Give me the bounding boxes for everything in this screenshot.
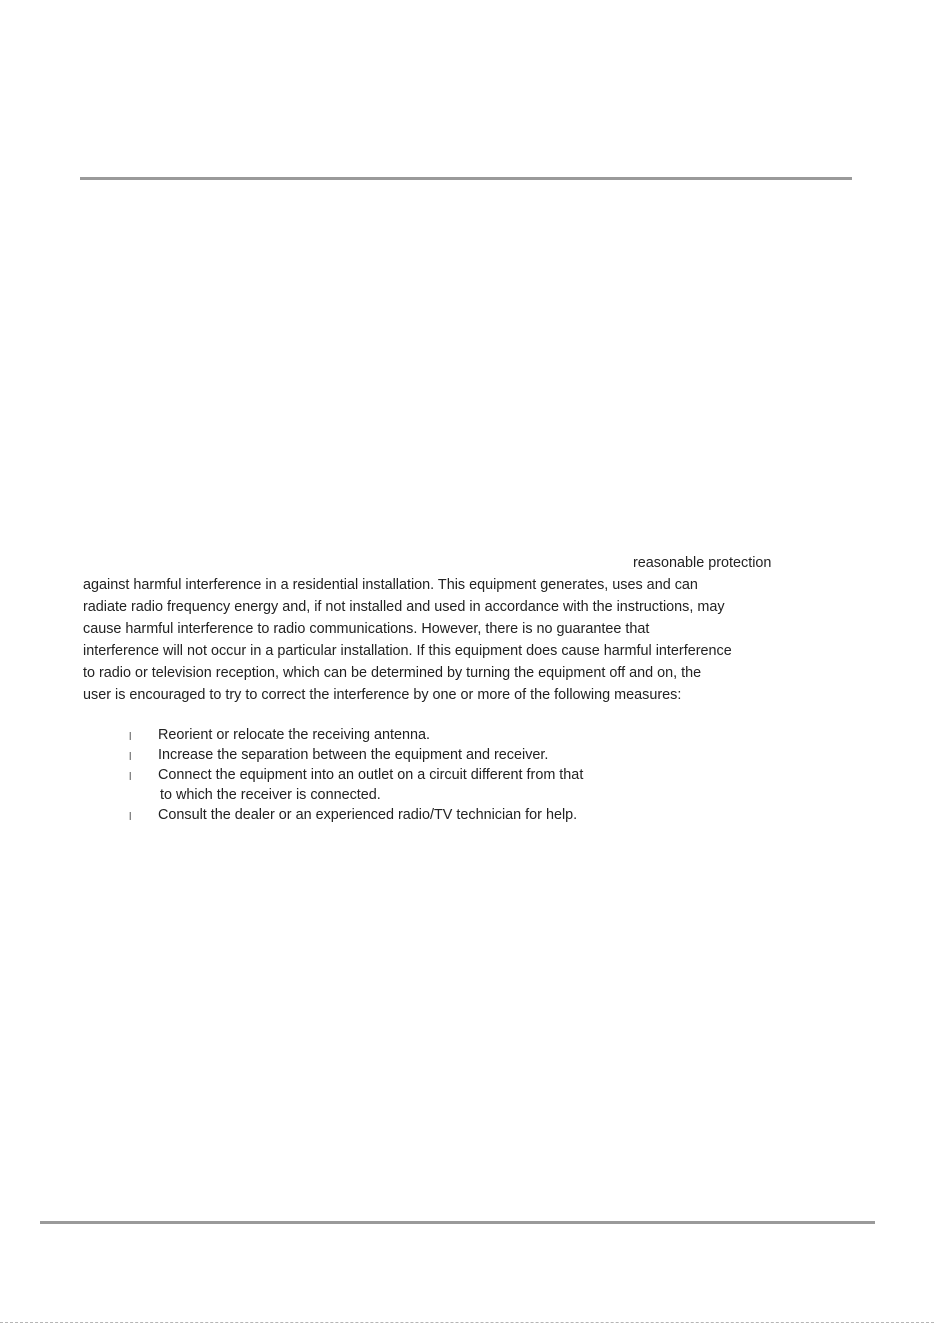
- list-item: [125, 725, 825, 745]
- measure-text: Increase the separation between the equipment and receiver.: [158, 747, 549, 763]
- notice-line: against harmful interference in a residential installation. This equipment generates, uses and can: [83, 577, 698, 593]
- bullet-icon: l: [129, 731, 132, 743]
- list-item: [125, 745, 825, 765]
- bullet-icon: l: [129, 811, 132, 823]
- notice-line: reasonable protection: [633, 555, 772, 571]
- top-divider: [80, 177, 852, 180]
- list-item: [125, 765, 825, 805]
- notice-line: radiate radio frequency energy and, if not installed and used in accordance with the instructions, may: [83, 599, 725, 615]
- notice-line: to radio or television reception, which can be determined by turning the equipment off and on, the: [83, 665, 702, 681]
- measure-text: Reorient or relocate the receiving antenna.: [158, 727, 430, 743]
- page-edge-dashed-line: [0, 1322, 934, 1323]
- list-item: [125, 805, 825, 825]
- measure-text-continuation: to which the receiver is connected.: [160, 787, 381, 803]
- measure-text: Connect the equipment into an outlet on a circuit different from that: [158, 767, 584, 783]
- notice-line: cause harmful interference to radio communications. However, there is no guarantee that: [83, 621, 650, 637]
- measure-text: Consult the dealer or an experienced radio/TV technician for help.: [158, 807, 578, 823]
- notice-line: interference will not occur in a particular installation. If this equipment does cause harmful interference: [83, 643, 732, 659]
- fcc-notice-paragraph: [83, 552, 853, 706]
- notice-line: user is encouraged to try to correct the interference by one or more of the following measures:: [83, 687, 682, 703]
- bullet-icon: l: [129, 751, 132, 763]
- bottom-divider: [40, 1221, 875, 1224]
- bullet-icon: l: [129, 771, 132, 783]
- measures-list: [125, 725, 825, 825]
